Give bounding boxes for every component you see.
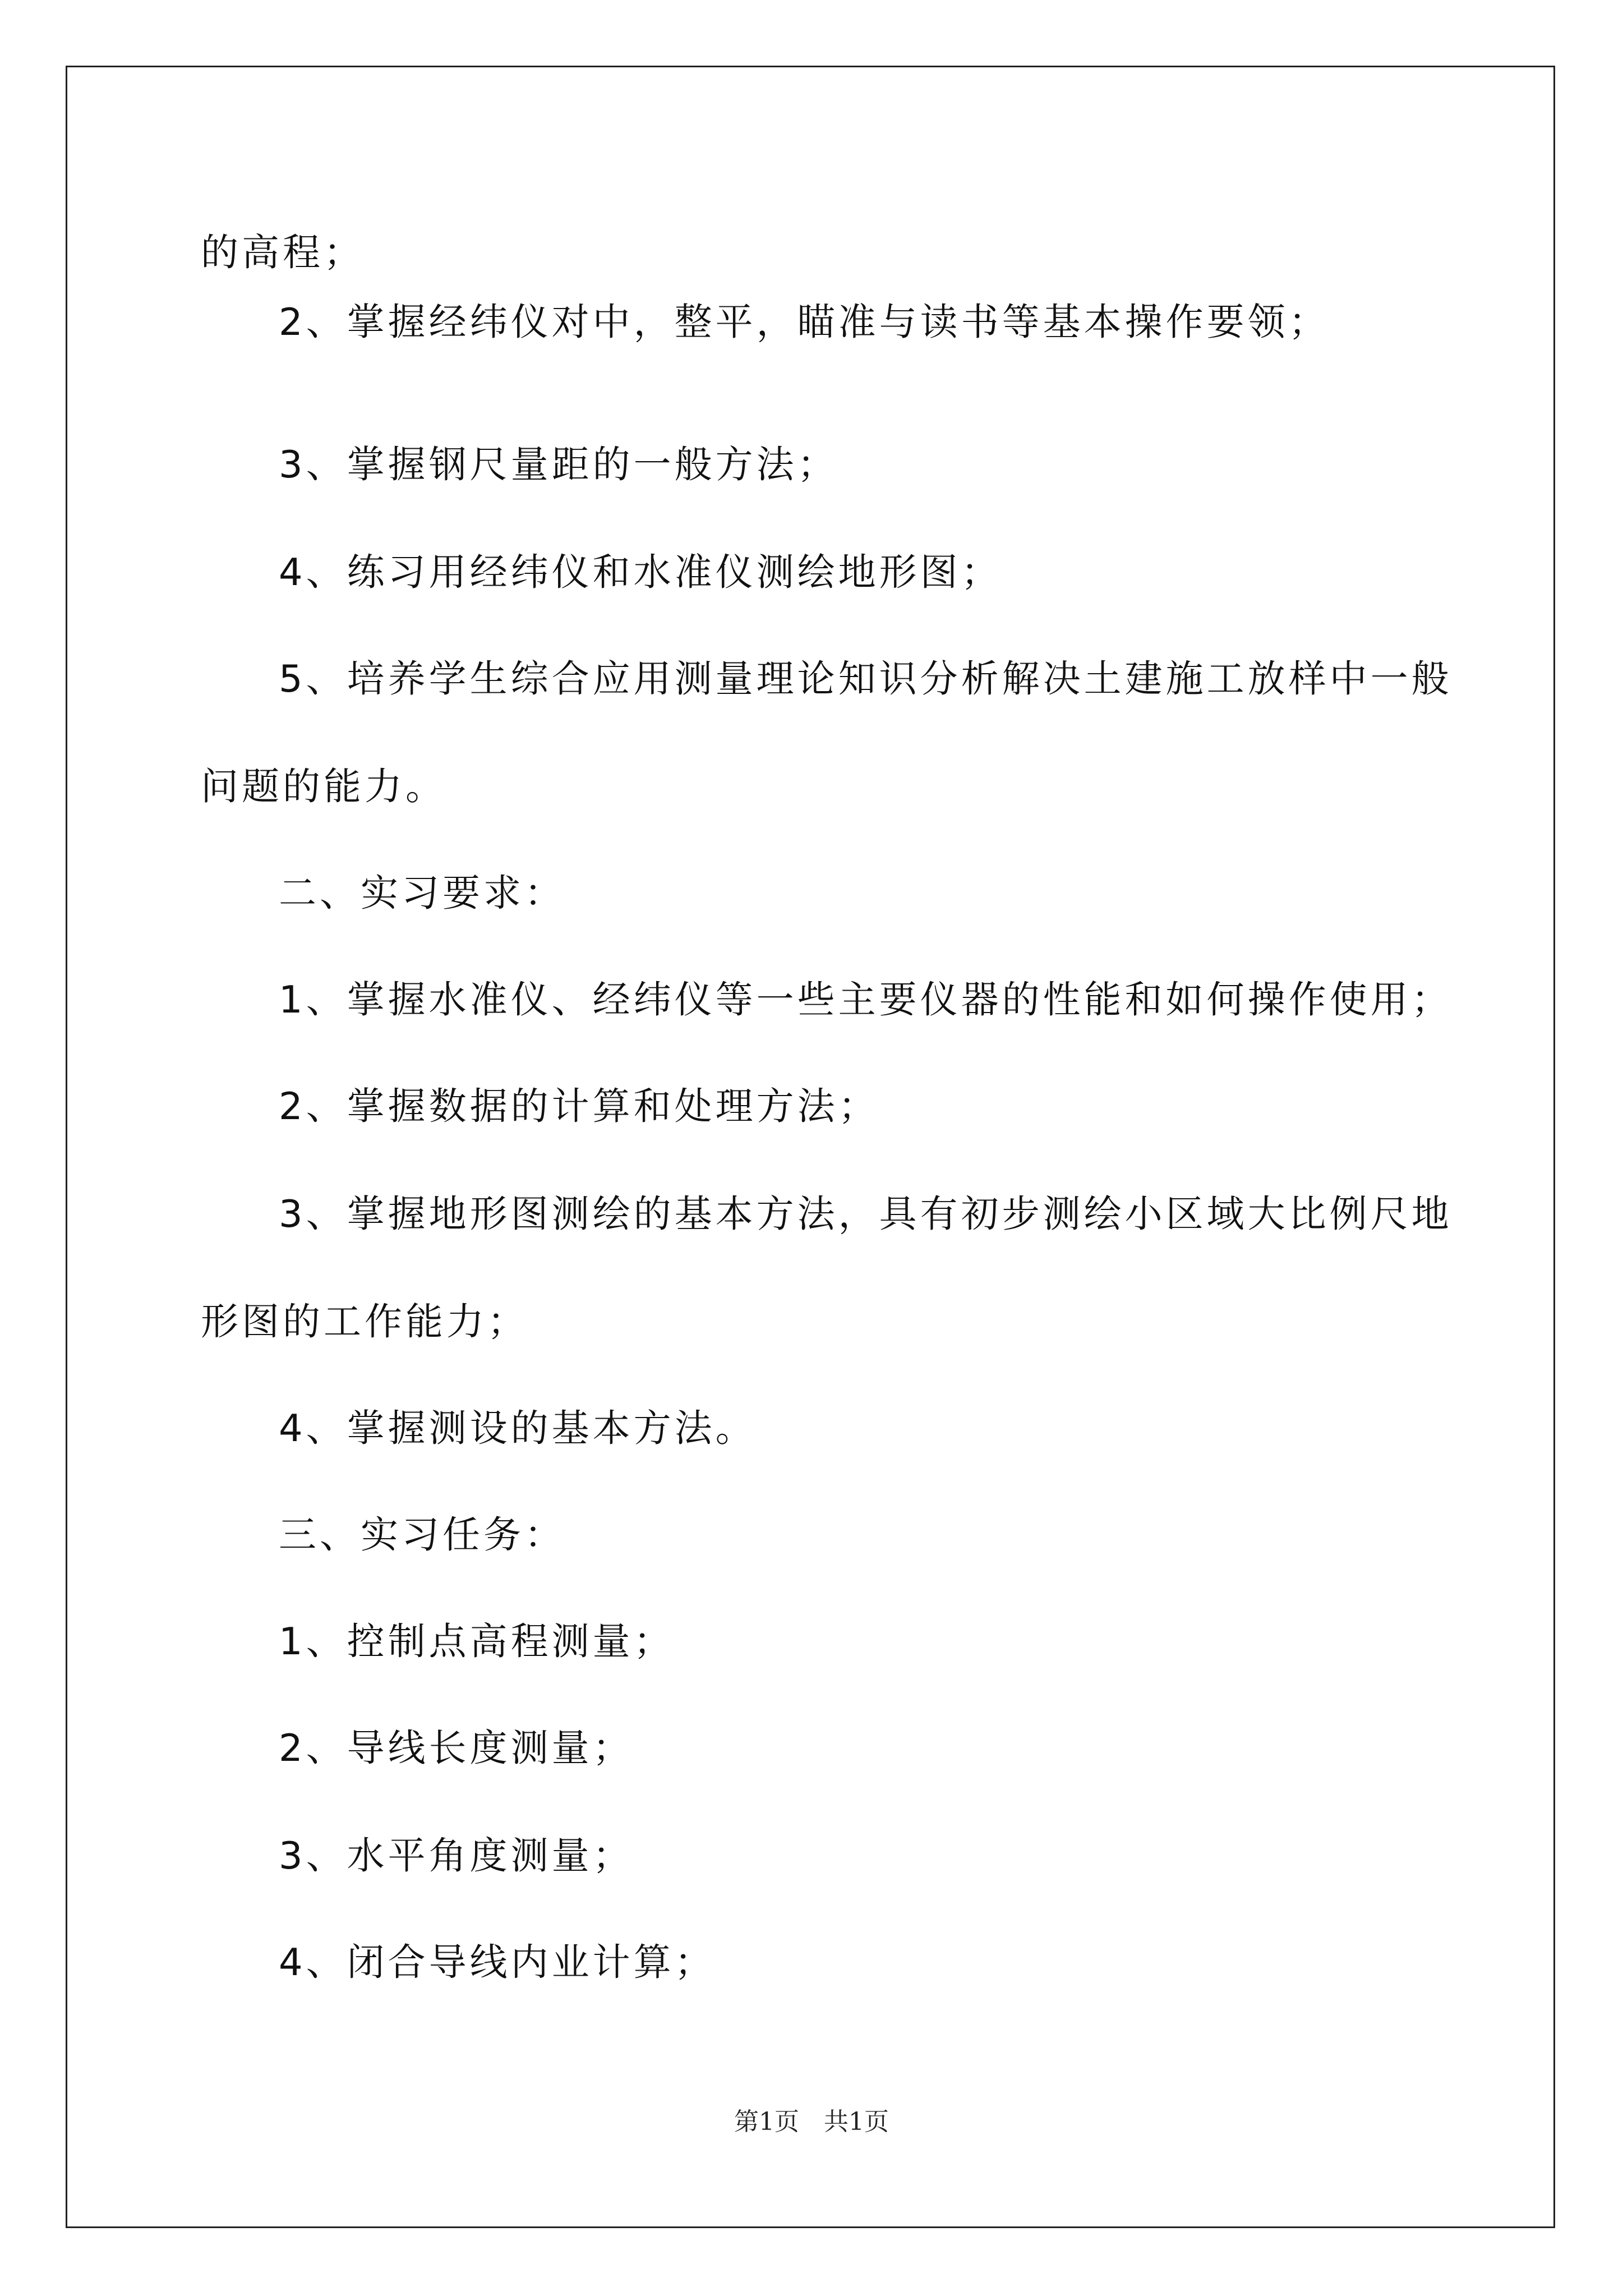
text-line: 4、掌握测设的基本方法。: [279, 1406, 757, 1450]
page-border: [66, 66, 1555, 2228]
text-line: 1、掌握水准仪、经纬仪等一些主要仪器的性能和如何操作使用；: [279, 978, 1453, 1022]
section-heading: 二、实习要求：: [279, 871, 565, 915]
text-line: 3、掌握地形图测绘的基本方法，具有初步测绘小区域大比例尺地: [279, 1192, 1453, 1236]
text-line: 2、掌握经纬仪对中，整平，瞄准与读书等基本操作要领；: [279, 300, 1330, 344]
text-line: 5、培养学生综合应用测量理论知识分析解决土建施工放样中一般: [279, 657, 1453, 701]
text-line: 的高程；: [201, 231, 365, 274]
page-footer: [0, 2106, 1623, 2138]
text-line: 形图的工作能力；: [201, 1300, 528, 1343]
section-heading: 三、实习任务：: [279, 1513, 565, 1557]
text-line: 2、掌握数据的计算和处理方法；: [279, 1084, 879, 1128]
text-line: 3、水平角度测量；: [279, 1834, 634, 1878]
text-line: 4、练习用经纬仪和水准仪测绘地形图；: [279, 550, 1002, 594]
text-line: 2、导线长度测量；: [279, 1726, 634, 1770]
text-line: 3、掌握钢尺量距的一般方法；: [279, 443, 838, 486]
text-line: 问题的能力。: [201, 765, 446, 808]
text-line: 1、控制点高程测量；: [279, 1619, 675, 1663]
text-line: 4、闭合导线内业计算；: [279, 1940, 716, 1984]
page-total: 共1页: [824, 2108, 889, 2136]
page-number: 第1页: [734, 2108, 799, 2136]
